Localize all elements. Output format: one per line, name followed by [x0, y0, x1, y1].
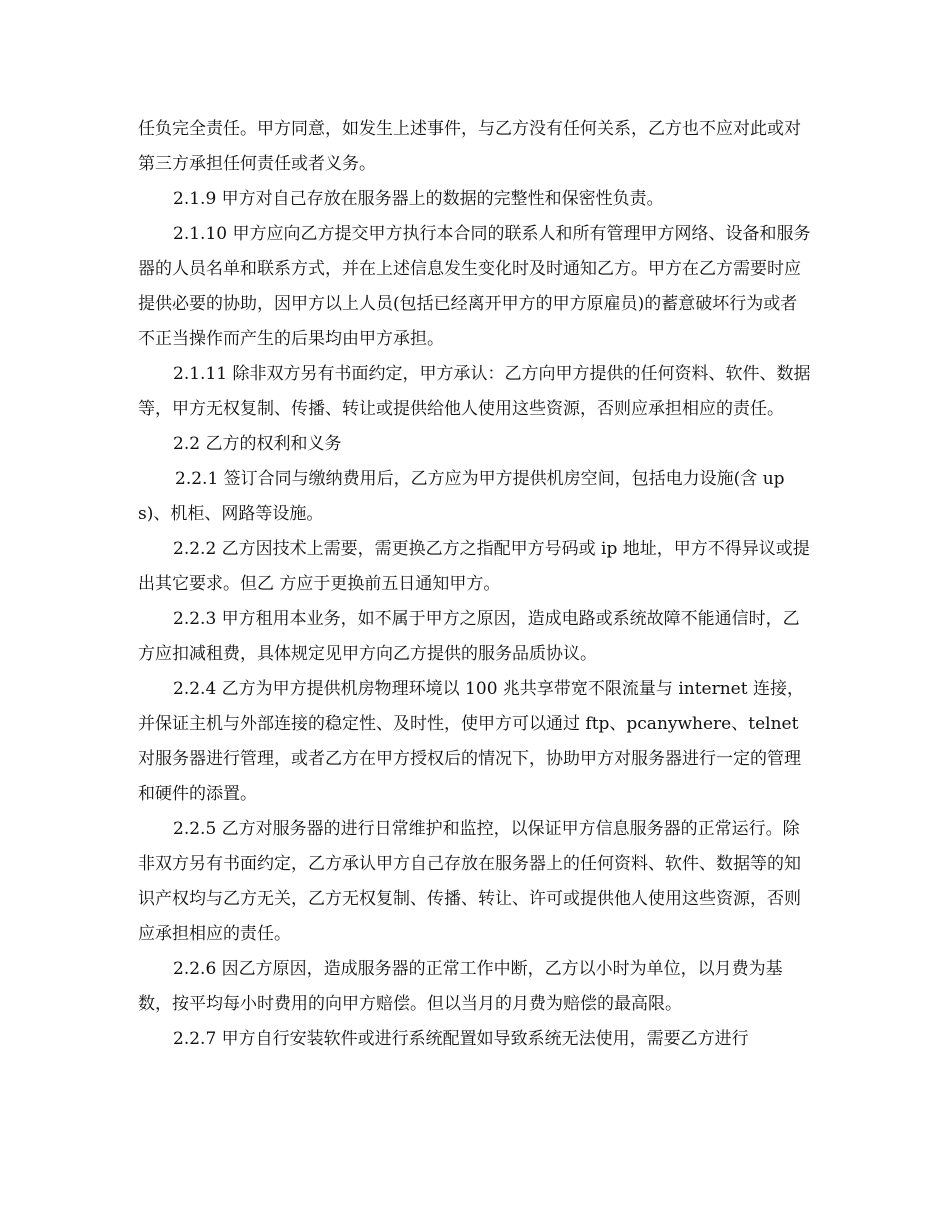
clause-2-2-2: 2.2.2 乙方因技术上需要，需更换乙方之指配甲方号码或 ip 地址，甲方不得异议或提出其它要求。但乙 方应于更换前五日通知甲方。 [138, 539, 810, 594]
contract-body [138, 112, 814, 1057]
clause-2-1-10: 2.1.10 甲方应向乙方提交甲方执行本合同的联系人和所有管理甲方网络、设备和服务器的人员名单和联系方式，并在上述信息发生变化时及时通知乙方。甲方在乙方需要时应提供必要的协助，因甲方以上人员(包括已经离开甲方的甲方原雇员)的蓄意破坏行为或者不正当操作而产生的后果均由甲方承担。 [138, 224, 811, 349]
clause-2-2-5: 2.2.5 乙方对服务器的进行日常维护和监控，以保证甲方信息服务器的正常运行。除非双方另有书面约定，乙方承认甲方自己存放在服务器上的任何资料、软件、数据等的知识产权均与乙方无关，乙方无权复制、传播、转让、许可或提供他人使用这些资源，否则应承担相应的责任。 [138, 819, 801, 944]
clause-2-1-11: 2.1.11 除非双方另有书面约定，甲方承认：乙方向甲方提供的任何资料、软件、数据等，甲方无权复制、传播、转让或提供给他人使用这些资源，否则应承担相应的责任。 [138, 364, 811, 419]
clause-2-2-1: 2.2.1 签订合同与缴纳费用后，乙方应为甲方提供机房空间，包括电力设施(含 ups)、机柜、网路等设施。 [138, 469, 785, 524]
clause-2-2-6: 2.2.6 因乙方原因，造成服务器的正常工作中断，乙方以小时为单位，以月费为基数，按平均每小时费用的向甲方赔偿。但以当月的月费为赔偿的最高限。 [138, 959, 783, 1014]
clause-2-1-9: 2.1.9 甲方对自己存放在服务器上的数据的完整性和保密性负责。 [173, 189, 664, 209]
clause-2-2-4: 2.2.4 乙方为甲方提供机房物理环境以 100 兆共享带宽不限流量与 internet 连接，并保证主机与外部连接的稳定性、及时性，使甲方可以通过 ftp、pcanywhere、telnet 对服务器进行管理，或者乙方在甲方授权后的情况下，协助甲方对服务器进行一定的管理和硬件的添置。 [138, 679, 804, 804]
clause-2-2-7: 2.2.7 甲方自行安装软件或进行系统配置如导致系统无法使用，需要乙方进行 [173, 1029, 749, 1049]
clause-2-2-3: 2.2.3 甲方租用本业务，如不属于甲方之原因，造成电路或系统故障不能通信时，乙方应扣减租费，具体规定见甲方向乙方提供的服务品质协议。 [138, 609, 800, 664]
section-heading-2-2: 2.2 乙方的权利和义务 [173, 434, 342, 454]
paragraph-continuation: 任负完全责任。甲方同意，如发生上述事件，与乙方没有任何关系，乙方也不应对此或对第三方承担任何责任或者义务。 [138, 119, 801, 174]
